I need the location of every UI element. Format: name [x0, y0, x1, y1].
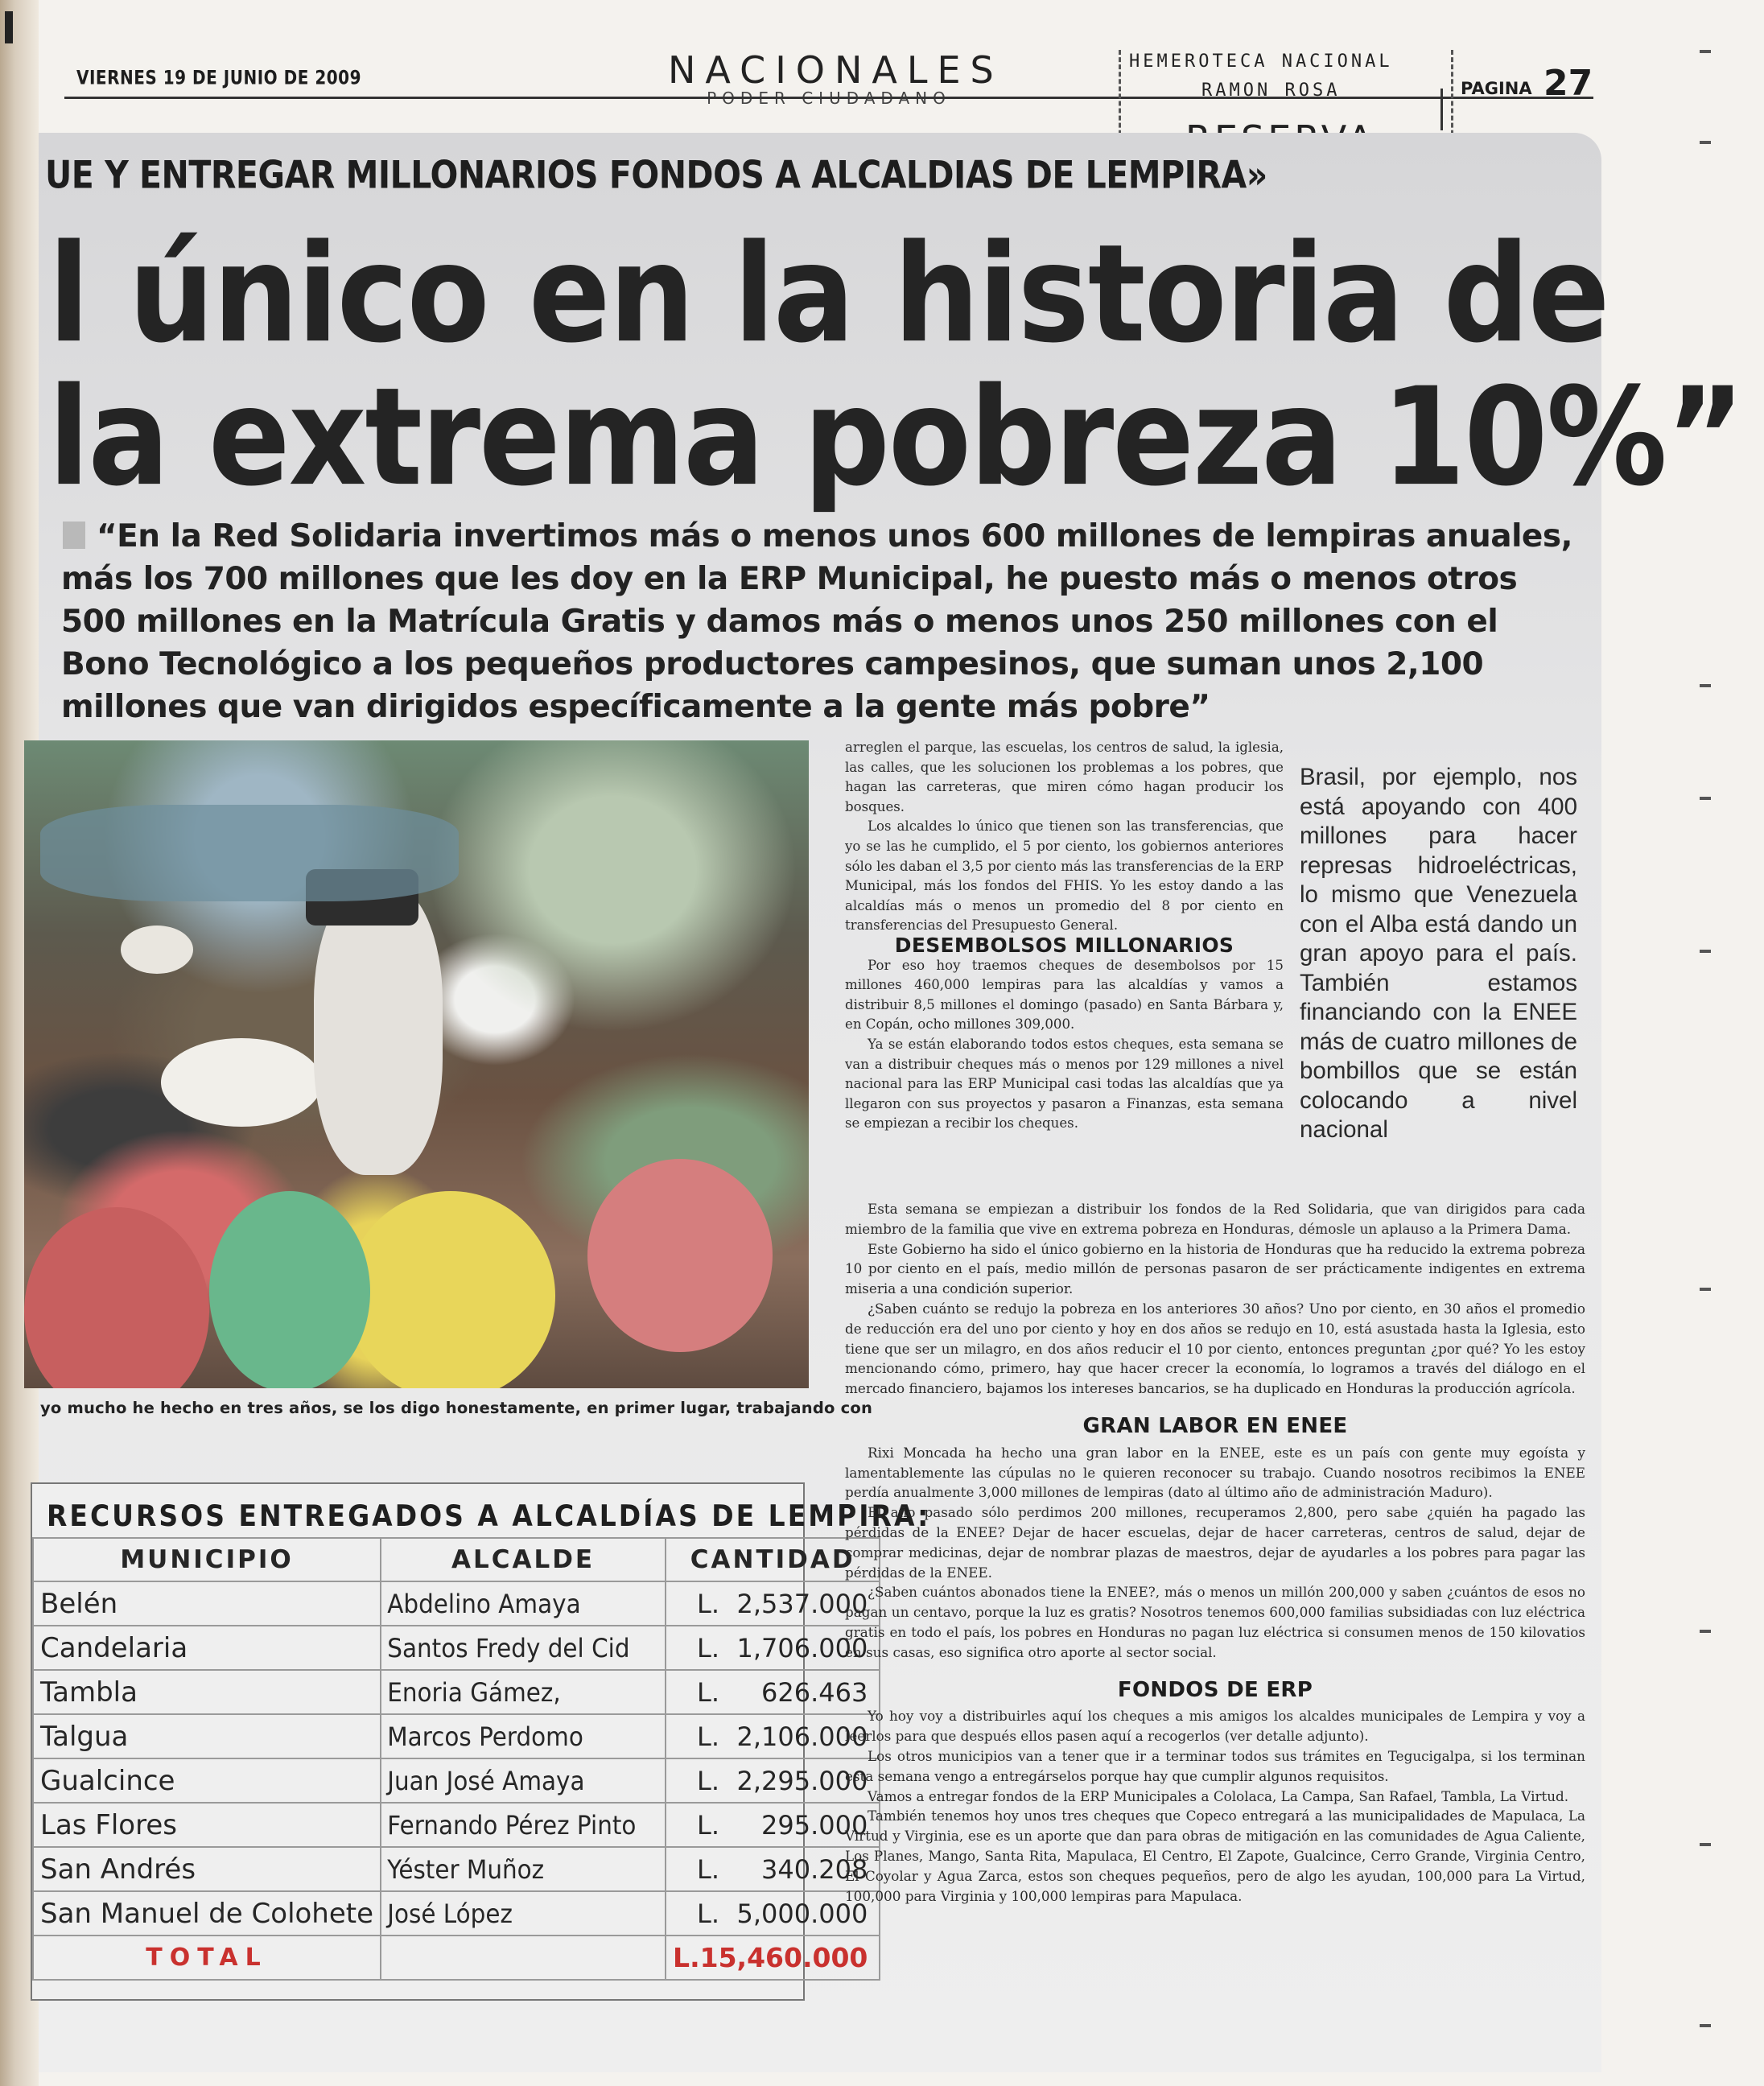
amount: 2,295.000: [736, 1765, 868, 1796]
table-row: [33, 1581, 880, 1626]
table-row: [33, 1670, 880, 1714]
header-alcalde: ALCALDE: [381, 1538, 666, 1581]
body-paragraph: Los alcaldes lo único que tienen son las transferencias, que yo se las he cumplido, el 5 por ciento, los gobiernos anteriores sólo les daban el 3,5 por ciento más las transferencias de la ERP Municipal, más los fondos del FHIS. Yo les estoy dando a las alcaldías más o menos un promedio del 8 por ciento en transferencias del Presupuesto General.: [845, 818, 1284, 934]
photo-shirt-shape: [587, 1159, 773, 1352]
currency-prefix: L.: [697, 1632, 720, 1663]
body-paragraph: Rixi Moncada ha hecho una gran labor en la ENEE, este es un país con gente muy egoísta y lamentablemente las cúpulas no le quieren reconocer su trabajo. Cuando nosotros recibimos la ENEE perdía anualmente 3,000 millones de lempiras (dato al último año de administración Maduro).: [845, 1444, 1585, 1501]
section-title: NACIONALES: [668, 48, 1004, 92]
margin-mark: [1700, 797, 1711, 800]
headline-line-2: la extrema pobreza 10%”: [48, 359, 1744, 517]
body-paragraph: Vamos a entregar fondos de la ERP Municipales a Cololaca, La Campa, San Rafael, Tambla, La Virtud.: [868, 1787, 1569, 1804]
amount: 340.208: [761, 1853, 868, 1885]
headline-line-1: l único en la historia de: [48, 216, 1609, 373]
resources-table-title: RECURSOS ENTREGADOS A ALCALDÍAS DE LEMPIRA:: [47, 1499, 931, 1533]
cell-alcalde: Yéster Muñoz: [381, 1847, 643, 1891]
photo-cameraman-shape: [314, 885, 443, 1175]
amount: 1,706.000: [736, 1632, 868, 1663]
table-row: [33, 1891, 880, 1936]
photo-shirt-shape: [346, 1191, 555, 1388]
margin-mark: [1700, 141, 1711, 144]
body-paragraph: ¿Saben cuántos abonados tiene la ENEE?, más o menos un millón 200,000 y saben ¿cuántos de esos no pagan un centavo, porque la luz es gratis? Nosotros tenemos 600,000 familias subsidiadas con luz eléctrica gratis en todo el país, los pobres en Honduras no pagan luz eléctrica si consumen menos de 150 kilovatios en sus casas, eso significa otro aporte al sector social.: [845, 1584, 1585, 1660]
body-paragraph: Los otros municipios van a tener que ir a terminar todos sus trámites en Tegucigalpa, si los terminan esta semana vengo a entregárselos porque hay que cumplir algunos requisitos.: [845, 1747, 1585, 1784]
margin-mark: [1700, 1843, 1711, 1846]
cell-municipio: Gualcince: [33, 1758, 381, 1803]
photo-hat-shape: [161, 1038, 322, 1127]
body-paragraph: Este Gobierno ha sido el único gobierno en la historia de Honduras que ha reducido la extrema pobreza 10 por ciento en el país, medio millón de personas pasaron de ser prácticamente indigentes en extrema miseria a una condición superior.: [845, 1240, 1585, 1297]
photo-front-row-shape: [40, 805, 459, 901]
margin-mark: [1700, 50, 1711, 53]
article-kicker: UE Y ENTREGAR MILLONARIOS FONDOS A ALCALDIAS DE LEMPIRA»: [45, 153, 1267, 198]
gutter-mark: [5, 11, 13, 43]
margin-mark: [1700, 2024, 1711, 2027]
photo-shirt-shape: [24, 1207, 209, 1388]
cell-alcalde: José López: [381, 1891, 643, 1936]
table-row: [33, 1714, 880, 1758]
subhead-enee: GRAN LABOR EN ENEE: [1082, 1413, 1348, 1438]
body-column: [845, 738, 1284, 1134]
currency-prefix: L.: [697, 1898, 720, 1929]
total-value: L.15,460.000: [666, 1936, 880, 1980]
currency-prefix: L.: [697, 1588, 720, 1619]
table-header-row: [33, 1538, 880, 1581]
header-municipio: MUNICIPIO: [33, 1538, 381, 1581]
photo-caption: yo mucho he hecho en tres años, se los digo honestamente, en primer lugar, trabajando con: [40, 1399, 873, 1417]
body-paragraph: arreglen el parque, las escuelas, los centros de salud, la iglesia, las calles, que les solucionen los problemas a los pobres, que hagan las carreteras, que miren cómo hagan producir los bosques.: [845, 740, 1284, 814]
table-row: [33, 1758, 880, 1803]
amount: 2,106.000: [736, 1721, 868, 1752]
cell-municipio: Tambla: [33, 1670, 381, 1714]
page-number: 27: [1544, 63, 1593, 104]
total-label: TOTAL: [33, 1936, 381, 1980]
cell-municipio: San Andrés: [33, 1847, 381, 1891]
currency-prefix: L.: [697, 1809, 720, 1841]
table-row: [33, 1847, 880, 1891]
cell-municipio: Candelaria: [33, 1626, 381, 1670]
cell-alcalde: Enoria Gámez,: [381, 1670, 643, 1714]
body-paragraph: Yo hoy voy a distribuirles aquí los cheques a mis amigos los alcaldes municipales de Lempira y voy a leerlos para que después ellos pasen aquí a recogerlos (ver detalle adjunto).: [845, 1708, 1585, 1745]
crowd-photo: [24, 740, 809, 1388]
page-divider: [1440, 89, 1443, 130]
photo-hat-shape: [121, 926, 193, 974]
cell-municipio: Belén: [33, 1581, 381, 1626]
cell-alcalde: Santos Fredy del Cid: [381, 1626, 643, 1670]
currency-prefix: L.: [697, 1853, 720, 1885]
cell-alcalde: Fernando Pérez Pinto: [381, 1803, 643, 1847]
total-empty-cell: [381, 1936, 643, 1980]
table-row: [33, 1626, 880, 1670]
subhead-erp: FONDOS DE ERP: [1117, 1677, 1313, 1702]
table-total-row: [33, 1936, 880, 1980]
table-row: [33, 1803, 880, 1847]
currency-prefix: L.: [697, 1765, 720, 1796]
header-cantidad: CANTIDAD: [666, 1538, 880, 1581]
body-paragraph: Por eso hoy traemos cheques de desembolsos por 15 millones 460,000 lempiras para las alcaldías y vamos a distribuir 8,5 millones el domingo (pasado) en Santa Bárbara y, en Copán, ocho millones 309,000.: [845, 957, 1284, 1033]
amount: 626.463: [761, 1676, 868, 1708]
photo-shirt-shape: [209, 1191, 370, 1388]
cell-municipio: San Manuel de Colohete: [33, 1891, 381, 1936]
body-paragraph: Ya se están elaborando todos estos cheques, esta semana se van a distribuir cheques más o menos por 129 millones a nivel nacional para las ERP Municipal casi todas las alcaldías que ya llegaron con sus proyectos y pasaron a Finanzas, esta semana se empiezan a recibir los cheques.: [845, 1036, 1284, 1132]
deck-text: “En la Red Solidaria invertimos más o menos unos 600 millones de lempiras anuales, más los 700 millones que les doy en la ERP Municipal, he puesto más o menos otros 500 millones en la Matrícula Gratis y damos más o menos unos 250 millones con el Bono Tecnológico a los pequeños productores campesinos, que suman unos 2,100 millones que van dirigidos específicamente a la gente más pobre”: [61, 518, 1572, 725]
currency-prefix: L.: [697, 1721, 720, 1752]
article-deck: [61, 515, 1582, 728]
amount: 2,537.000: [736, 1588, 868, 1619]
page-label: PAGINA: [1461, 79, 1532, 98]
stamp-line-2: RAMON ROSA: [1201, 80, 1341, 101]
margin-mark: [1700, 1630, 1711, 1633]
body-lower: [845, 1199, 1585, 1906]
cell-municipio: Las Flores: [33, 1803, 381, 1847]
subhead-desembolsos: DESEMBOLSOS MILLONARIOS: [894, 933, 1234, 957]
resources-table: [32, 1537, 880, 1981]
margin-mark: [1700, 950, 1711, 953]
margin-mark: [1700, 1288, 1711, 1291]
stamp-line-1: HEMEROTECA NACIONAL: [1129, 52, 1393, 72]
section-subtitle: PODER CIUDADANO: [707, 89, 951, 108]
body-paragraph: Esta semana se empiezan a distribuir los fondos de la Red Solidaria, que van dirigidos para cada miembro de la familia que vive en extrema pobreza en Honduras, démosle un aplauso a la Primera Dama.: [845, 1201, 1585, 1237]
cell-alcalde: Juan José Amaya: [381, 1758, 643, 1803]
body-paragraph: ¿Saben cuánto se redujo la pobreza en los anteriores 30 años? Uno por ciento, en 30 años el promedio de reducción era del uno por ciento y hoy en dos años se redujo en 10, está asustada hasta la Iglesia, esto tiene que ser un milagro, en dos años reducir el 10 por ciento, entonces preguntan ¿por qué? Yo les estoy mencionando cómo, primero, hay que hacer crecer la economía, lo logramos a través del diálogo en el mercado financiero, bajamos los intereses bancarios, se ha duplicado en Honduras la producción agrícola.: [845, 1300, 1585, 1397]
pull-quote: Brasil, por ejemplo, nos está apoyando con 400 millones para hacer represas hidroeléctricas, lo mismo que Venezuela con el Alba está dando un gran apoyo para el país. También estamos financiando con la ENEE más de cuatro millones de bombillos que se están colocando a nivel nacional: [1300, 764, 1577, 1143]
body-paragraph: También tenemos hoy unos tres cheques que Copeco entregará a las municipalidades de Mapulaca, La Virtud y Virginia, ese es un aporte que dan para obras de mitigación en las comunidades de Agua Caliente, Los Planes, Mango, Santa Rita, Mapulaca, El Centro, El Zapote, Gualcince, Cerro Grande, Virginia Centro, El Coyolar y Agua Zarca, estos son cheques pequeños, pero de algo les ayudan, 100,000 para La Virtud, 100,000 para Virginia y 100,000 lempiras para Mapulaca.: [845, 1808, 1585, 1904]
cell-alcalde: Abdelino Amaya: [381, 1581, 643, 1626]
amount: 295.000: [761, 1809, 868, 1841]
cell-alcalde: Marcos Perdomo: [381, 1714, 643, 1758]
margin-mark: [1700, 684, 1711, 687]
issue-date: VIERNES 19 DE JUNIO DE 2009: [76, 65, 361, 89]
currency-prefix: L.: [697, 1676, 720, 1708]
body-paragraph: El año pasado sólo perdimos 200 millones, recuperamos 2,800, pero sabe ¿quién ha pagado las pérdidas de la ENEE? Dejar de hacer escuelas, dejar de hacer carreteras, centros de salud, dejar de comprar medicinas, dejar de nombrar plazas de maestros, dejar de ayudarles a los pobres para pagar las pérdidas de la ENEE.: [845, 1504, 1585, 1581]
cell-municipio: Talgua: [33, 1714, 381, 1758]
amount: 5,000.000: [736, 1898, 868, 1929]
